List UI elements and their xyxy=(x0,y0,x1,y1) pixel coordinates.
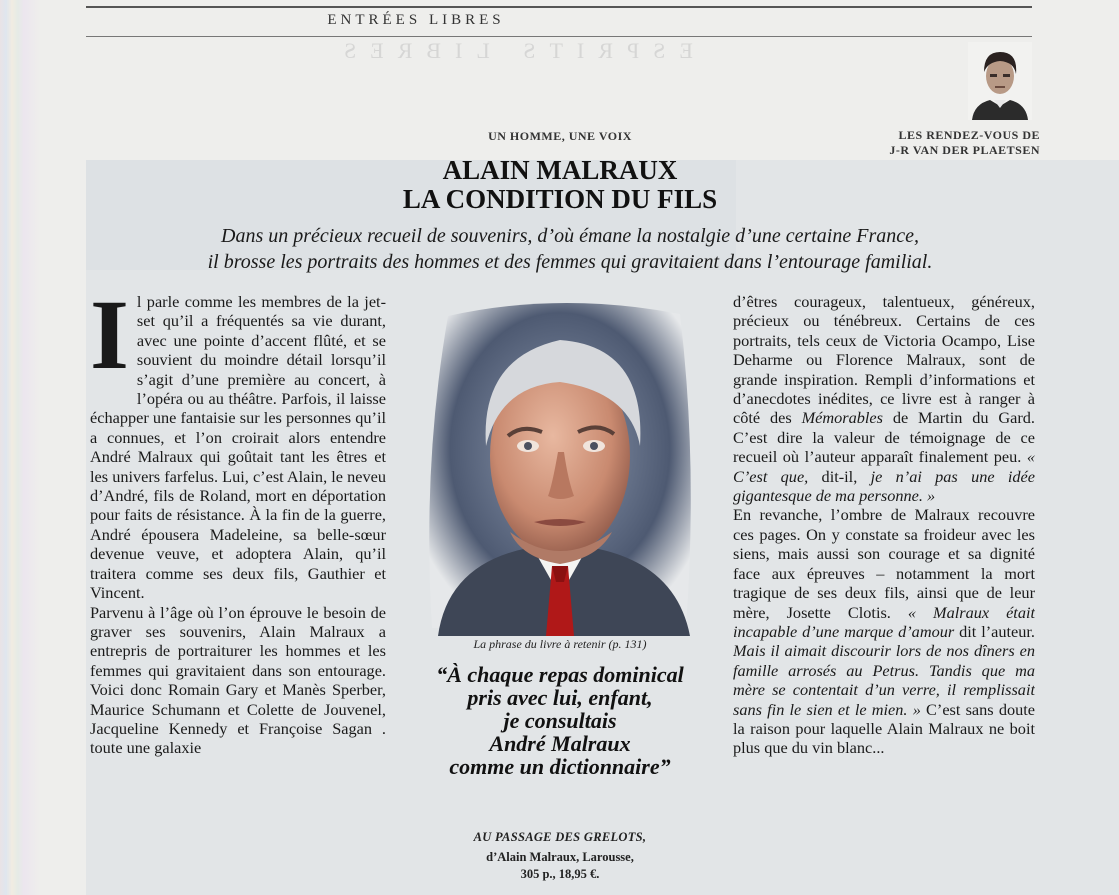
right-p2-quote-b: Mais il aimait discourir lors de nos dîners en famille arrosés au Petrus. Tandis que ma mère se contentait d’un verre, il remplissait sans fin le sien et le mien. » xyxy=(733,641,1035,719)
quote-line-3: je consultais xyxy=(503,708,617,733)
book-title: AU PASSAGE DES GRELOTS, xyxy=(473,830,647,844)
right-p2-quote-a: « Malraux était incapable d’une marque d’amour xyxy=(733,602,1035,641)
right-p1-text-c: dit-il, xyxy=(808,466,871,486)
drop-cap: I xyxy=(90,292,129,390)
left-column xyxy=(90,292,386,892)
section-rule xyxy=(86,36,1032,37)
title-line-2: LA CONDITION DU FILS xyxy=(402,184,718,214)
right-p1-text-a: d’êtres courageux, talentueux, généreux, précieux ou ténébreux. Certains de ces portraits, tels ceux de Victoria Ocampo, Lise Deharme ou Florence Malraux, sont de grande inspiration. Rempli d’informations et d’anecdotes inédites, ce livre est à ranger à côté des xyxy=(733,292,1035,428)
column-signature xyxy=(830,128,1040,158)
left-paragraph-1-text: l parle comme les membres de la jet-set qu’il a fréquentés sa vie durant, avec une pointe d’accent flûté, et se souvient du moindre détail lorsqu’il s’agit d’une première au concert, à l’opéra ou au théâtre. Parfois, il laisse échapper une fantaisie sur les personnes qu’il a connues, et l’on croirait alors entendre André Malraux qui goûtait tant les êtres et les univers farfelus. Lui, c’est Alain, le neveu d’André, fils de Roland, mort en déportation pour faits de résistance. À la fin de la guerre, André épousera Madeleine, sa belle-sœur devenue veuve, et adoptera Alain, qu’il traitera comme ses deux fils, Gauthier et Vincent. xyxy=(90,292,386,603)
book-info xyxy=(420,849,700,883)
book-author: d’Alain Malraux, Larousse, xyxy=(486,850,634,864)
article-title xyxy=(300,156,820,214)
top-rule xyxy=(86,6,1032,8)
right-p2-text-a: En revanche, l’ombre de Malraux recouvre ces pages. On y constate sa froideur avec les siens, mais aussi son courage et sa dignité face aux épreuves – notamment la mort tragique de ses deux fils, ainsi que de leur mère, Josette Clotis. xyxy=(733,505,1035,622)
book-price: 305 p., 18,95 €. xyxy=(520,867,600,881)
left-paragraph-1 xyxy=(90,292,386,603)
standfirst-line-2: il brosse les portraits des hommes et des femmes qui gravitaient dans l’entourage familial. xyxy=(207,251,933,273)
author-photo xyxy=(968,42,1032,120)
quote-line-1: “À chaque repas dominical xyxy=(436,662,684,687)
quote-line-2: pris avec lui, enfant, xyxy=(467,685,653,710)
left-paragraph-2: Parvenu à l’âge où l’on éprouve le besoin de graver ses souvenirs, Alain Malraux a entrepris de portraiturer les hommes et les femmes qui gravitaient dans son entourage. Voici donc Romain Gary et Manès Sperber, Maurice Schumann et Colette de Jouvenel, Jacqueline Kennedy et Françoise Sagan . toute une galaxie xyxy=(90,602,386,758)
section-heading: ENTRÉES LIBRES xyxy=(327,12,505,28)
right-paragraph-1 xyxy=(733,292,1035,505)
quote-caption: La phrase du livre à retenir (p. 131) xyxy=(473,637,647,651)
right-p1-quote-b: je n’ai pas une idée gigantesque de ma personne. » xyxy=(733,466,1035,506)
right-p2-text-c: C’est sans doute la raison pour laquelle Alain Malraux ne boit plus que du vin blanc... xyxy=(733,699,1035,758)
right-p1-quote-a: « C’est que, xyxy=(733,447,1035,486)
right-p1-book-ref: Mémorables xyxy=(801,408,883,428)
rdv-line-1: LES RENDEZ-VOUS DE xyxy=(898,128,1040,142)
scan-edge xyxy=(0,0,40,895)
quote-line-5: comme un dictionnaire” xyxy=(449,754,671,779)
quote-line-4: André Malraux xyxy=(489,731,631,756)
standfirst xyxy=(100,223,1040,275)
show-through-text: ESPRITS LIBRES xyxy=(330,38,693,63)
right-paragraph-2 xyxy=(733,505,1035,757)
right-p1-text-b: de Martin du Gard. C’est dire la valeur de témoignage de ce recueil où l’auteur apparaît finalement peu. xyxy=(733,408,1035,467)
right-column xyxy=(733,292,1035,892)
kicker: UN HOMME, UNE VOIX xyxy=(488,129,632,143)
rdv-line-2: J-R VAN DER PLAETSEN xyxy=(889,143,1040,157)
portrait-painting xyxy=(418,296,702,636)
right-p2-text-b: dit l’auteur. xyxy=(954,621,1035,641)
title-line-1: ALAIN MALRAUX xyxy=(442,155,678,185)
standfirst-line-1: Dans un précieux recueil de souvenirs, d’où émane la nostalgie d’une certaine France, xyxy=(221,225,919,247)
pull-quote xyxy=(400,663,720,778)
